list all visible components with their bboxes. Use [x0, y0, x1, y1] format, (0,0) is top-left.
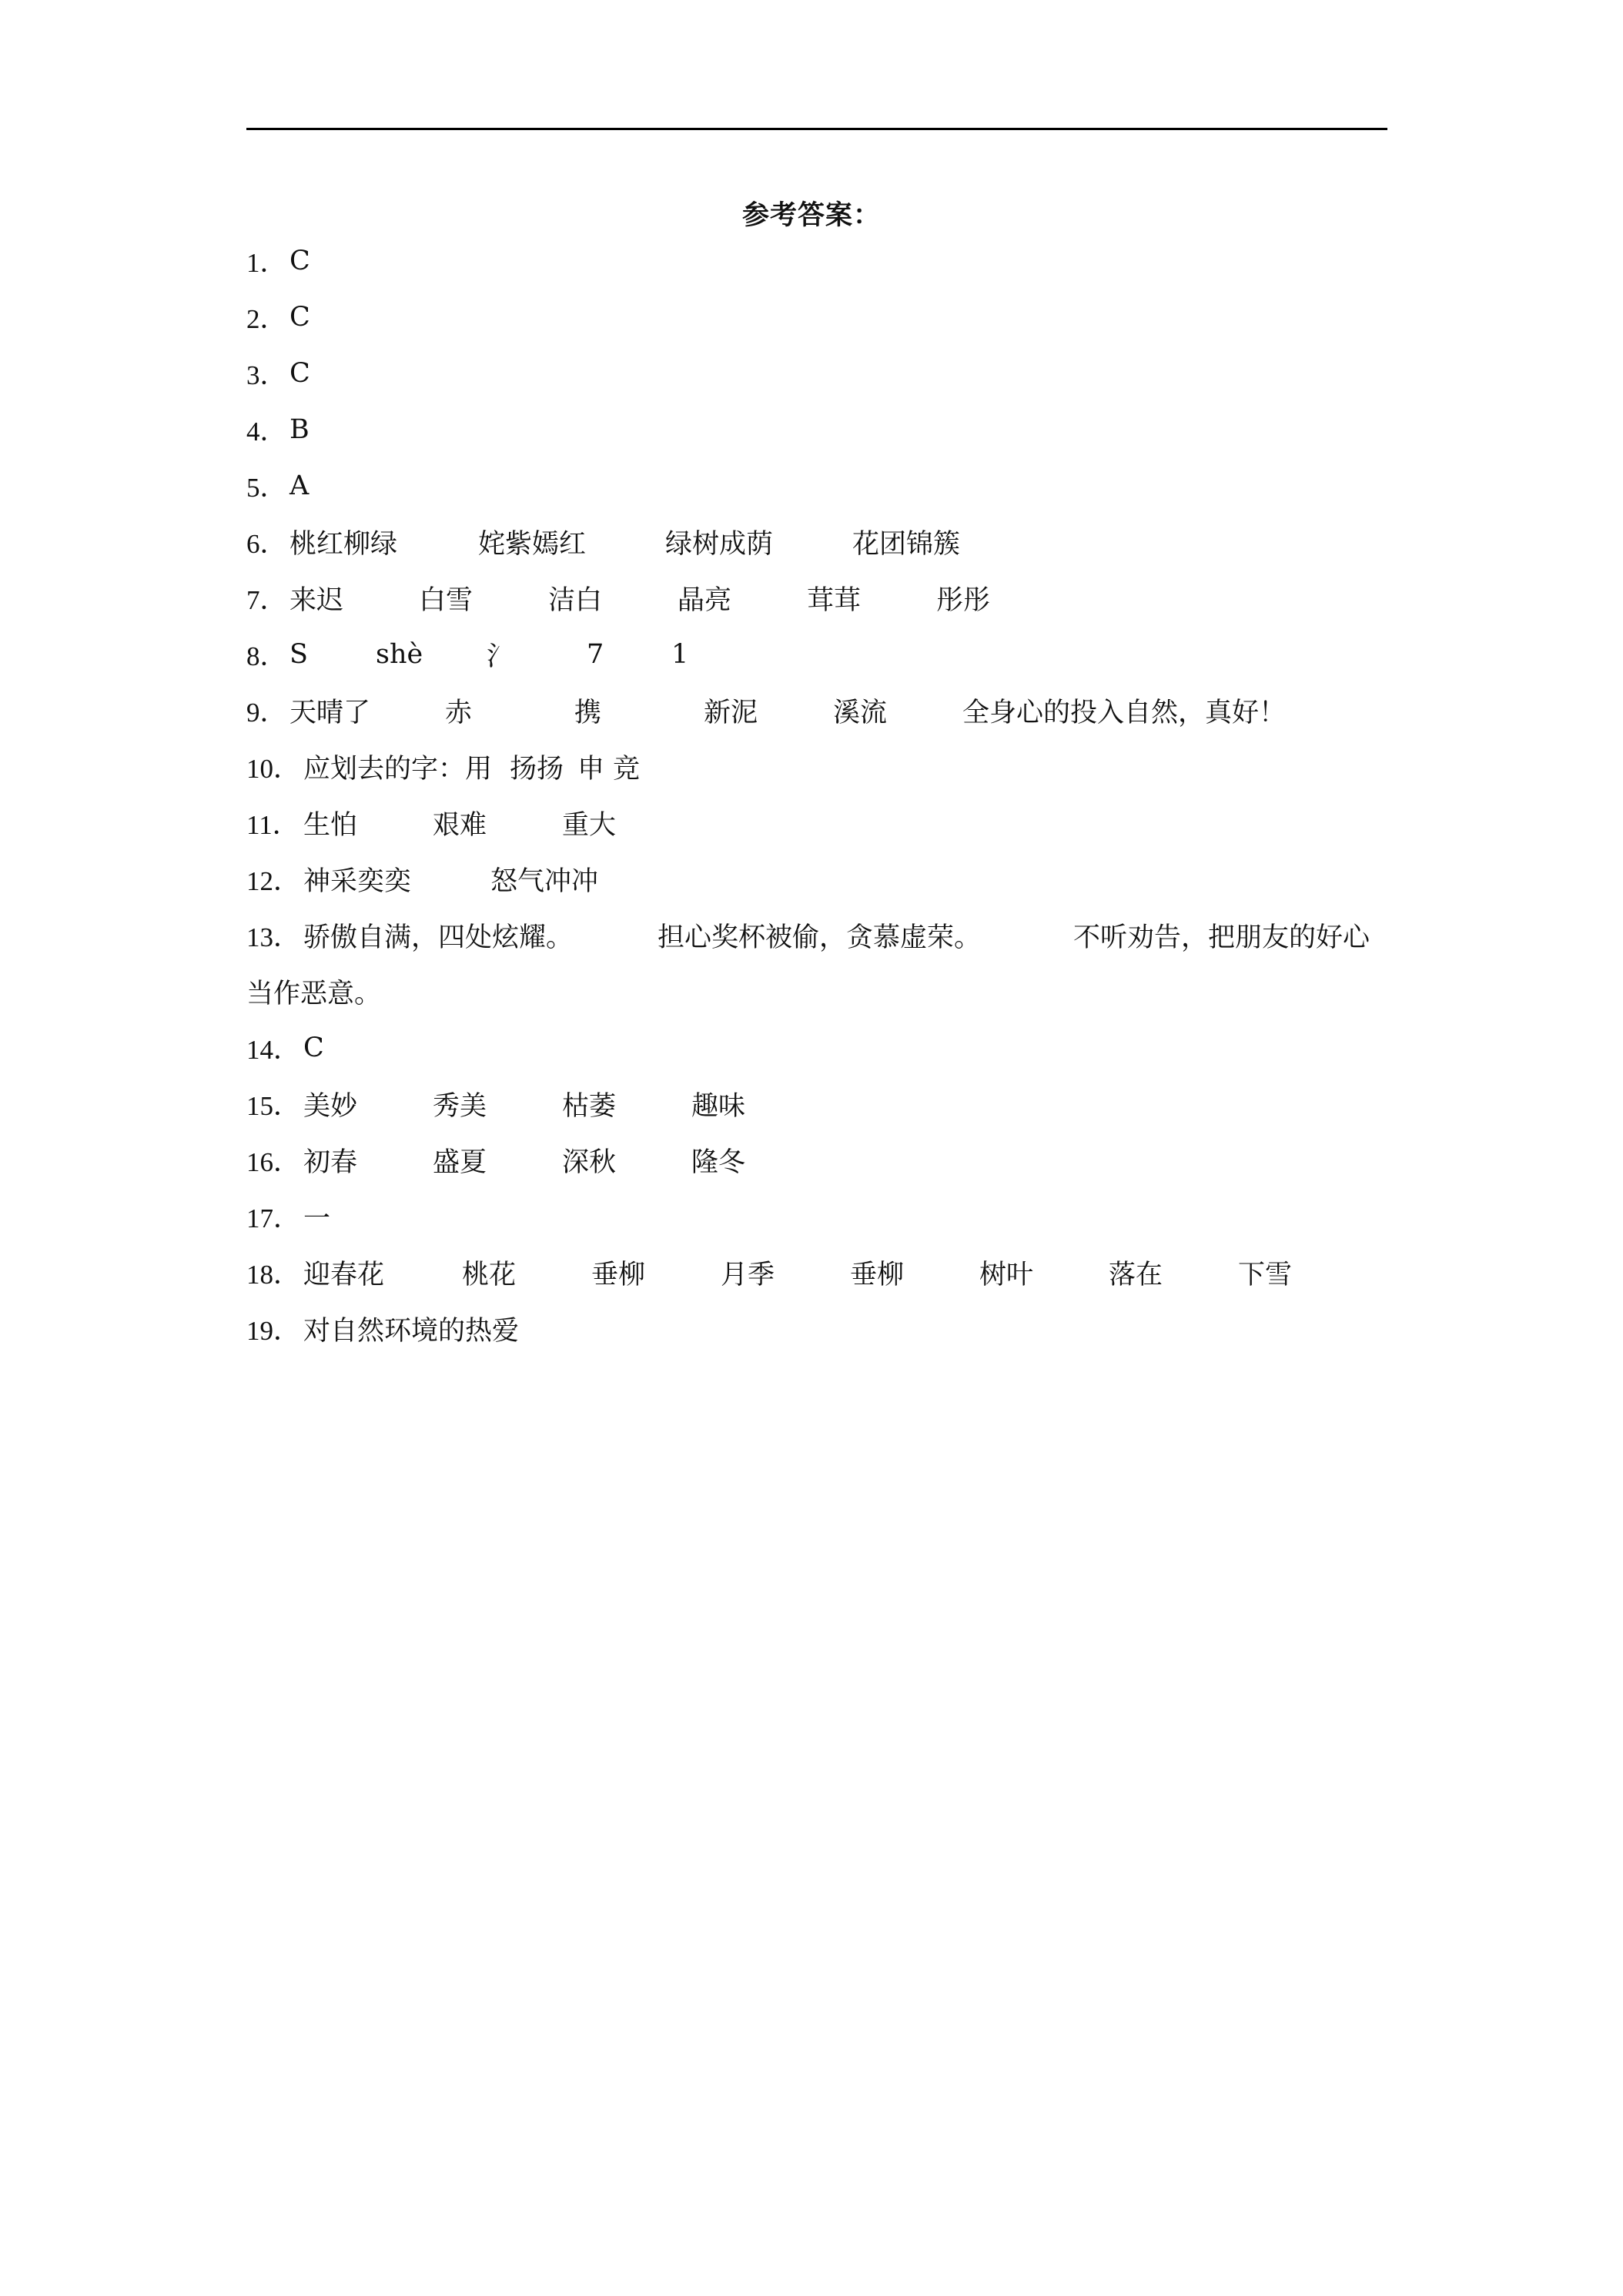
answer-item-9 — [246, 682, 1387, 738]
answer-item-11 — [246, 795, 1387, 851]
answer-item-17 — [246, 1188, 1387, 1244]
answer-text: 趣味 — [691, 1090, 746, 1122]
answer-number: 17． — [246, 1203, 301, 1233]
answer-item-1 — [246, 233, 1387, 289]
answer-item-13-continuation — [246, 963, 1387, 1019]
answer-number: 10． — [246, 753, 301, 784]
answer-number: 15． — [246, 1090, 301, 1121]
answer-item-8 — [246, 626, 1387, 682]
answer-text: 7 — [587, 638, 604, 670]
answer-text: 垂柳 — [850, 1259, 905, 1290]
answer-text: 树叶 — [979, 1259, 1034, 1290]
answer-number: 4． — [246, 416, 287, 447]
answer-text: 月季 — [721, 1259, 775, 1290]
answer-text: 应划去的字：用 — [303, 753, 493, 785]
answer-number: 8． — [246, 641, 287, 671]
answer-number: 11． — [246, 809, 300, 840]
answer-text: 桃红柳绿 — [289, 528, 398, 560]
answer-text: A — [289, 470, 310, 501]
answer-text: S — [289, 638, 308, 670]
answer-text: 一 — [303, 1203, 331, 1234]
answer-number: 5． — [246, 472, 287, 503]
answer-item-3 — [246, 345, 1387, 401]
answer-text: 赤 — [445, 697, 473, 728]
answer-number: 12． — [246, 865, 301, 896]
answer-number: 16． — [246, 1146, 301, 1177]
answer-text: C — [289, 357, 310, 389]
answer-number: 9． — [246, 697, 287, 728]
answer-text: 绿树成荫 — [665, 528, 774, 560]
answer-item-18 — [246, 1244, 1387, 1300]
answer-item-5 — [246, 457, 1387, 514]
answer-text: 不听劝告，把朋友的好心 — [1073, 922, 1370, 953]
answer-text: 生怕 — [303, 809, 358, 841]
answer-text: 申 — [577, 753, 605, 785]
answer-text: 花团锦簇 — [852, 528, 961, 560]
answer-number: 18． — [246, 1259, 301, 1290]
answer-text: C — [289, 245, 310, 276]
answer-number: 19． — [246, 1315, 301, 1346]
answer-item-10 — [246, 738, 1387, 795]
answer-text: 迎春花 — [303, 1259, 385, 1290]
answer-text: 茸茸 — [807, 584, 862, 616]
answer-text: 神采奕奕 — [303, 865, 412, 897]
answer-item-7 — [246, 570, 1387, 626]
answer-text: 全身心的投入自然，真好！ — [962, 697, 1287, 728]
answer-text: 溪流 — [833, 697, 888, 728]
answer-item-6 — [246, 514, 1387, 570]
answer-text: 落在 — [1109, 1259, 1163, 1290]
answer-text: 重大 — [562, 809, 617, 841]
answer-item-15 — [246, 1076, 1387, 1132]
answer-text: 携 — [574, 697, 602, 728]
header-rule — [246, 128, 1387, 130]
answer-text: 隆冬 — [691, 1146, 746, 1178]
answer-text: 来迟 — [289, 584, 344, 616]
answer-number: 7． — [246, 584, 287, 615]
answer-text: B — [289, 413, 310, 445]
answer-item-2 — [246, 289, 1387, 345]
answer-number: 6． — [246, 528, 287, 559]
answer-text: 白雪 — [419, 584, 474, 616]
answer-text: 扬扬 — [510, 753, 564, 785]
answer-text: 枯萎 — [562, 1090, 617, 1122]
answer-text: 桃花 — [462, 1259, 517, 1290]
answer-text: 对自然环境的热爱 — [303, 1315, 520, 1347]
answer-text: 秀美 — [433, 1090, 487, 1122]
answer-text: 竞 — [613, 753, 641, 785]
answer-text: 当作恶意。 — [246, 978, 382, 1009]
answer-item-16 — [246, 1132, 1387, 1188]
answer-text: C — [289, 301, 310, 333]
answer-list — [246, 233, 1387, 1357]
answer-text: 垂柳 — [591, 1259, 646, 1290]
answer-number: 14． — [246, 1034, 301, 1065]
answer-item-12 — [246, 851, 1387, 907]
answer-text: 艰难 — [433, 809, 487, 841]
answer-item-14 — [246, 1019, 1387, 1076]
answer-text: 天晴了 — [289, 697, 371, 728]
answer-text: 新泥 — [704, 697, 758, 728]
answer-number: 13． — [246, 922, 301, 952]
answer-text: 初春 — [303, 1146, 358, 1178]
answer-number: 1． — [246, 247, 287, 278]
answer-text: 彤彤 — [936, 584, 991, 616]
answer-text: 洁白 — [548, 584, 603, 616]
answer-text: 盛夏 — [433, 1146, 487, 1178]
answer-text: shè — [376, 638, 423, 670]
answer-number: 3． — [246, 360, 287, 390]
answer-item-19 — [246, 1300, 1387, 1357]
answer-item-13 — [246, 907, 1387, 963]
page-title: 参考答案： — [741, 199, 881, 231]
answer-text: 担心奖杯被偷，贪慕虚荣。 — [658, 922, 982, 953]
answer-text: 1 — [671, 638, 689, 670]
answer-text: 骄傲自满，四处炫耀。 — [303, 922, 574, 953]
answer-text: 深秋 — [562, 1146, 617, 1178]
answer-text: 氵 — [487, 641, 514, 672]
answer-text: 姹紫嫣红 — [478, 528, 587, 560]
answer-text: 下雪 — [1238, 1259, 1293, 1290]
answer-text: C — [303, 1032, 324, 1063]
answer-number: 2． — [246, 303, 287, 334]
answer-item-4 — [246, 401, 1387, 457]
answer-text: 晶亮 — [678, 584, 732, 616]
answer-text: 怒气冲冲 — [490, 865, 599, 897]
answer-text: 美妙 — [303, 1090, 358, 1122]
